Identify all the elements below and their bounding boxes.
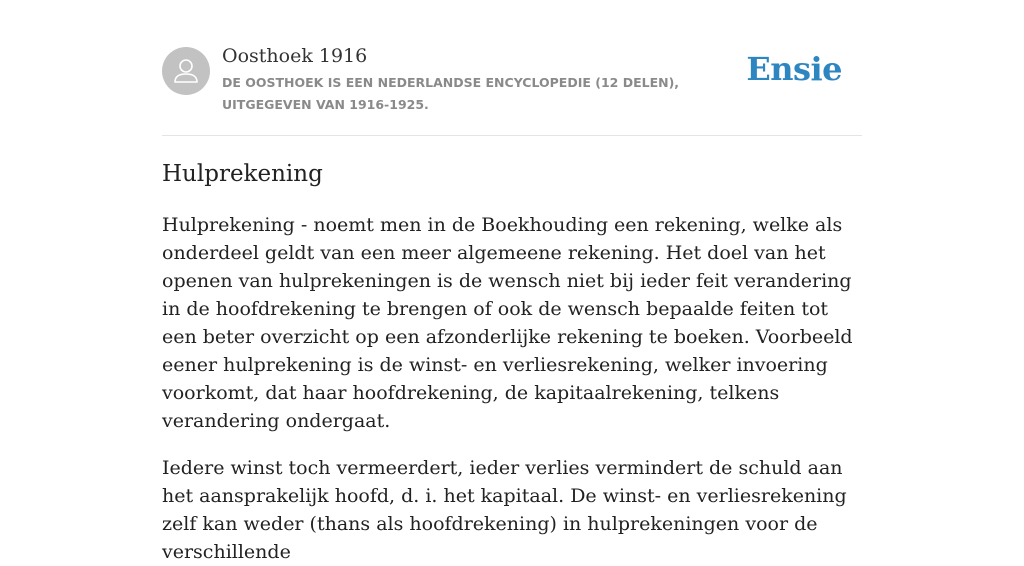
article-title: Hulprekening — [162, 161, 323, 187]
source-header — [162, 0, 862, 136]
article-paragraph: Hulprekening - noemt men in de Boekhouding een rekening, welke als onderdeel geldt van een meer algemeene rekening. Het doel van het openen van hulprekeningen is de wensch niet bij ieder feit verandering in de hoofdrekening te brengen of ook de wensch bepaalde feiten tot een beter overzicht op een afzonderlijke rekening te boeken. Voorbeeld eener hulprekening is de winst- en verliesrekening, welker invoering voorkomt, dat haar hoofdrekening, de kapitaalrekening, telkens verandering ondergaat. — [162, 214, 853, 432]
article-paragraph: Iedere winst toch vermeerdert, ieder verlies vermindert de schuld aan het aansprakelijk hoofd, d. i. het kapitaal. De winst- en verliesrekening zelf kan weder (thans als hoofdrekening) in hulprekeningen voor de verschillende — [162, 457, 847, 563]
source-description: DE OOSTHOEK IS EEN NEDERLANDSE ENCYCLOPEDIE (12 DELEN), UITGEGEVEN VAN 1916-1925. — [222, 75, 680, 112]
source-title[interactable]: Oosthoek 1916 — [222, 45, 368, 67]
avatar[interactable] — [162, 47, 210, 95]
header-divider — [162, 135, 862, 136]
ensie-logo-link[interactable]: Ensie — [746, 50, 842, 88]
article — [162, 158, 862, 566]
user-icon — [162, 47, 210, 95]
